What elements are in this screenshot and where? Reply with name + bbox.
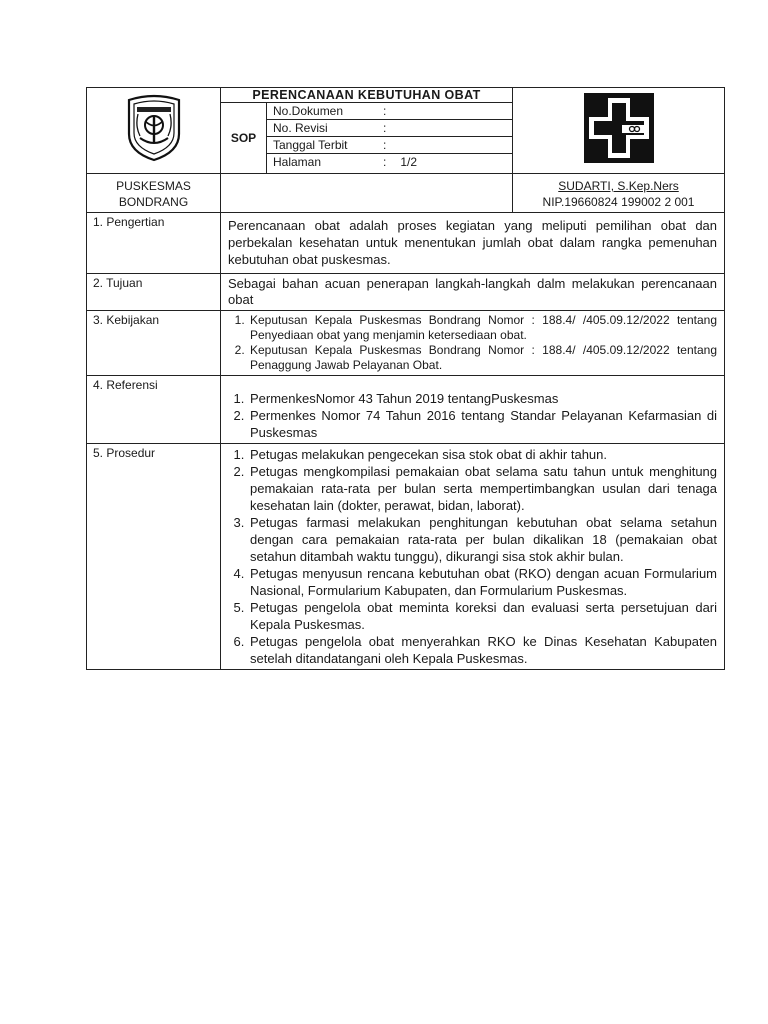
sop-document	[86, 87, 724, 670]
list-item: 1. Keputusan Kepala Puskesmas Bondrang Nomor : 188.4/ /405.09.12/2022 tentang Penyediaan obat yang menjamin ketersediaan obat.	[248, 313, 717, 343]
section-label-prosedur: 5. Prosedur	[87, 444, 221, 670]
sop-label: SOP	[221, 103, 267, 174]
list-item: 4. Petugas menyusun rencana kebutuhan obat (RKO) dengan acuan Formularium Nasional, Formularium Kabupaten, dan Formularium Puskesmas.	[248, 565, 717, 599]
list-item: 2. Permenkes Nomor 74 Tahun 2016 tentang Standar Pelayanan Kefarmasian di Puskesmas	[248, 407, 717, 441]
list-item: 5. Petugas pengelola obat meminta koreksi dan evaluasi serta persetujuan dari Kepala Puskesmas.	[248, 599, 717, 633]
list-item: 1. PermenkesNomor 43 Tahun 2019 tentangPuskesmas	[248, 390, 717, 407]
section-label-tujuan: 2. Tujuan	[87, 274, 221, 311]
signer-name: SUDARTI, S.Kep.Ners	[558, 179, 679, 193]
list-item: 3. Petugas farmasi melakukan penghitungan kebutuhan obat selama setahun dengan cara pemakaian rata-rata per bulan dikalikan 18 (pemakaian obat setahun ditambah waktu tunggu), dikurangi sisa stok akhir bulan.	[248, 514, 717, 565]
blank-cell	[221, 174, 513, 213]
kebijakan-list	[228, 313, 717, 373]
organization-name: PUSKESMAS BONDRANG	[87, 174, 221, 213]
section-kebijakan	[221, 311, 725, 376]
meta-halaman: Halaman : 1/2	[273, 155, 418, 169]
right-logo-cell	[513, 88, 725, 174]
list-item: 2. Keputusan Kepala Puskesmas Bondrang Nomor : 188.4/ /405.09.12/2022 tentang Penaggung Jawab Pelayanan Obat.	[248, 343, 717, 373]
meta-tanggal-terbit: Tanggal Terbit :	[267, 137, 512, 154]
document-title: PERENCANAAN KEBUTUHAN OBAT	[221, 88, 513, 103]
section-label-pengertian: 1. Pengertian	[87, 213, 221, 274]
left-logo-cell	[87, 88, 221, 174]
section-label-kebijakan: 3. Kebijakan	[87, 311, 221, 376]
meta-no-revisi: No. Revisi :	[267, 120, 512, 137]
health-ministry-cross-icon	[584, 93, 654, 163]
section-pengertian-text: Perencanaan obat adalah proses kegiatan yang meliputi pemilihan obat dan perbekalan kesehatan untuk menentukan jumlah obat dalam rangka pemenuhan kebutuhan obat puskesmas.	[221, 213, 725, 274]
section-label-referensi: 4. Referensi	[87, 376, 221, 444]
regency-crest-icon	[123, 94, 185, 162]
section-referensi	[221, 376, 725, 444]
list-item: 1. Petugas melakukan pengecekan sisa stok obat di akhir tahun.	[248, 446, 717, 463]
prosedur-list	[228, 446, 717, 667]
list-item: 2. Petugas mengkompilasi pemakaian obat selama satu tahun untuk menghitung pemakaian rata-rata per bulan serta mempertimbangkan usulan dari tenaga kesehatan lain (dokter, perawat, bidan, laborat).	[248, 463, 717, 514]
signature-block	[513, 174, 725, 213]
list-item: 6. Petugas pengelola obat menyerahkan RKO ke Dinas Kesehatan Kabupaten setelah ditandatangani oleh Kepala Puskesmas.	[248, 633, 717, 667]
section-tujuan-text: Sebagai bahan acuan penerapan langkah-langkah dalm melakukan perencanaan obat	[221, 274, 725, 311]
signer-nip: NIP.19660824 199002 2 001	[542, 195, 695, 209]
sop-table	[86, 87, 725, 670]
meta-no-dokumen: No.Dokumen :	[267, 103, 512, 120]
section-prosedur	[221, 444, 725, 670]
referensi-list	[228, 390, 717, 441]
document-meta	[267, 103, 513, 174]
